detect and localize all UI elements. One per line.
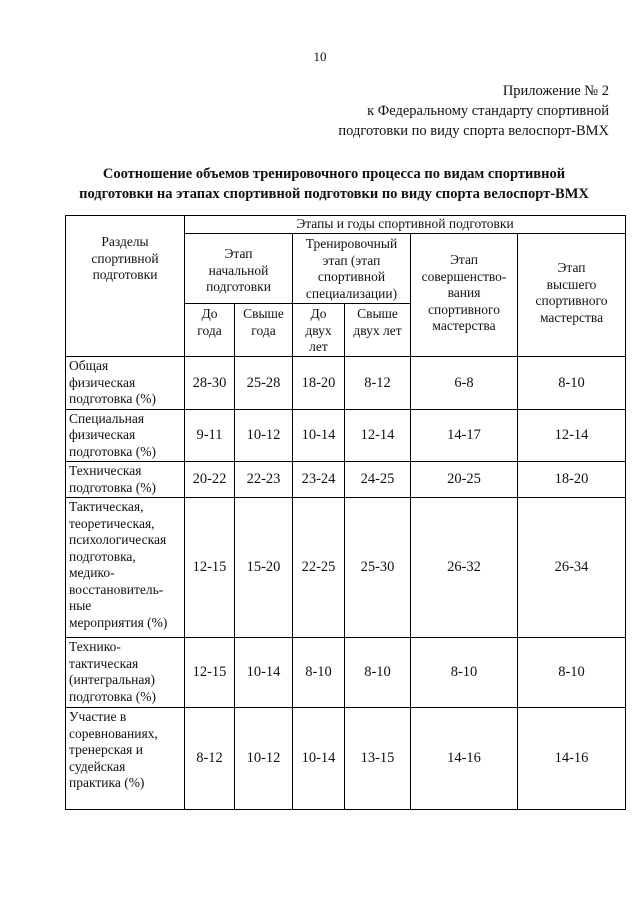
appendix-header xyxy=(338,81,609,141)
table-cell: 12-14 xyxy=(518,409,626,462)
table-cell: 8-10 xyxy=(345,638,411,708)
appendix-line-2: к Федеральному стандарту спортивной xyxy=(367,103,609,119)
table-cell: 8-10 xyxy=(411,638,518,708)
table-cell: 6-8 xyxy=(411,357,518,410)
table-cell: 10-14 xyxy=(235,638,293,708)
table-cell: 13-15 xyxy=(345,708,411,810)
sections-header: Разделы спортивной подготовки xyxy=(66,216,185,357)
row-label: Специальная физическая подготовка (%) xyxy=(66,409,185,462)
table-cell: 14-16 xyxy=(518,708,626,810)
table-cell: 8-10 xyxy=(518,357,626,410)
stage-higher-header: Этап высшего спортивного мастерства xyxy=(518,234,626,357)
table-cell: 24-25 xyxy=(345,462,411,498)
table-cell: 14-16 xyxy=(411,708,518,810)
table-cell: 8-10 xyxy=(518,638,626,708)
table-row xyxy=(66,409,626,462)
table-cell: 26-34 xyxy=(518,498,626,638)
initial-sub-header-2: Свыше года xyxy=(235,304,293,357)
title-line-1: Соотношение объемов тренировочного процесса по видам спортивной xyxy=(102,166,566,182)
table-cell: 28-30 xyxy=(185,357,235,410)
table-cell: 8-12 xyxy=(185,708,235,810)
row-label: Техническая подготовка (%) xyxy=(66,462,185,498)
appendix-line-1: Приложение № 2 xyxy=(502,83,609,99)
table-cell: 25-28 xyxy=(235,357,293,410)
table-cell: 12-15 xyxy=(185,638,235,708)
table-cell: 10-14 xyxy=(293,409,345,462)
stage-improvement-header: Этап совершенство- вания спортивного мастерства xyxy=(411,234,518,357)
table-cell: 18-20 xyxy=(293,357,345,410)
table-cell: 18-20 xyxy=(518,462,626,498)
training-ratio-table xyxy=(65,215,626,810)
table-cell: 20-25 xyxy=(411,462,518,498)
table-cell: 9-11 xyxy=(185,409,235,462)
table-row xyxy=(66,638,626,708)
row-label: Технико- тактическая (интегральная) подготовка (%) xyxy=(66,638,185,708)
training-sub-header-1: До двух лет xyxy=(293,304,345,357)
appendix-line-3: подготовки по виду спорта велоспорт-ВМХ xyxy=(338,123,609,139)
table-cell: 22-23 xyxy=(235,462,293,498)
table-cell: 20-22 xyxy=(185,462,235,498)
table-cell: 12-14 xyxy=(345,409,411,462)
stage-initial-header: Этап начальной подготовки xyxy=(185,234,293,304)
table-cell: 12-15 xyxy=(185,498,235,638)
training-sub-header-2: Свыше двух лет xyxy=(345,304,411,357)
table-row xyxy=(66,462,626,498)
page-number: 10 xyxy=(313,49,327,64)
row-label: Участие в соревнованиях, тренерская и судейская практика (%) xyxy=(66,708,185,810)
table-cell: 10-12 xyxy=(235,708,293,810)
table-cell: 8-10 xyxy=(293,638,345,708)
table-row xyxy=(66,498,626,638)
row-label: Тактическая, теоретическая, психологическая подготовка, медико- восстановитель- ные мероприятия (%) xyxy=(66,498,185,638)
table-cell: 23-24 xyxy=(293,462,345,498)
table-cell: 22-25 xyxy=(293,498,345,638)
table-cell: 26-32 xyxy=(411,498,518,638)
row-label: Общая физическая подготовка (%) xyxy=(66,357,185,410)
document-title xyxy=(40,164,628,204)
initial-sub-header-1: До года xyxy=(185,304,235,357)
table-cell: 8-12 xyxy=(345,357,411,410)
table-cell: 14-17 xyxy=(411,409,518,462)
stages-header: Этапы и годы спортивной подготовки xyxy=(185,216,626,234)
table-cell: 25-30 xyxy=(345,498,411,638)
table-cell: 10-14 xyxy=(293,708,345,810)
title-line-2: подготовки на этапах спортивной подготовки по виду спорта велоспорт-ВМХ xyxy=(79,186,589,202)
table-cell: 10-12 xyxy=(235,409,293,462)
table-row xyxy=(66,357,626,410)
table-row xyxy=(66,708,626,810)
stage-training-header: Тренировочный этап (этап спортивной специализации) xyxy=(293,234,411,304)
table-cell: 15-20 xyxy=(235,498,293,638)
